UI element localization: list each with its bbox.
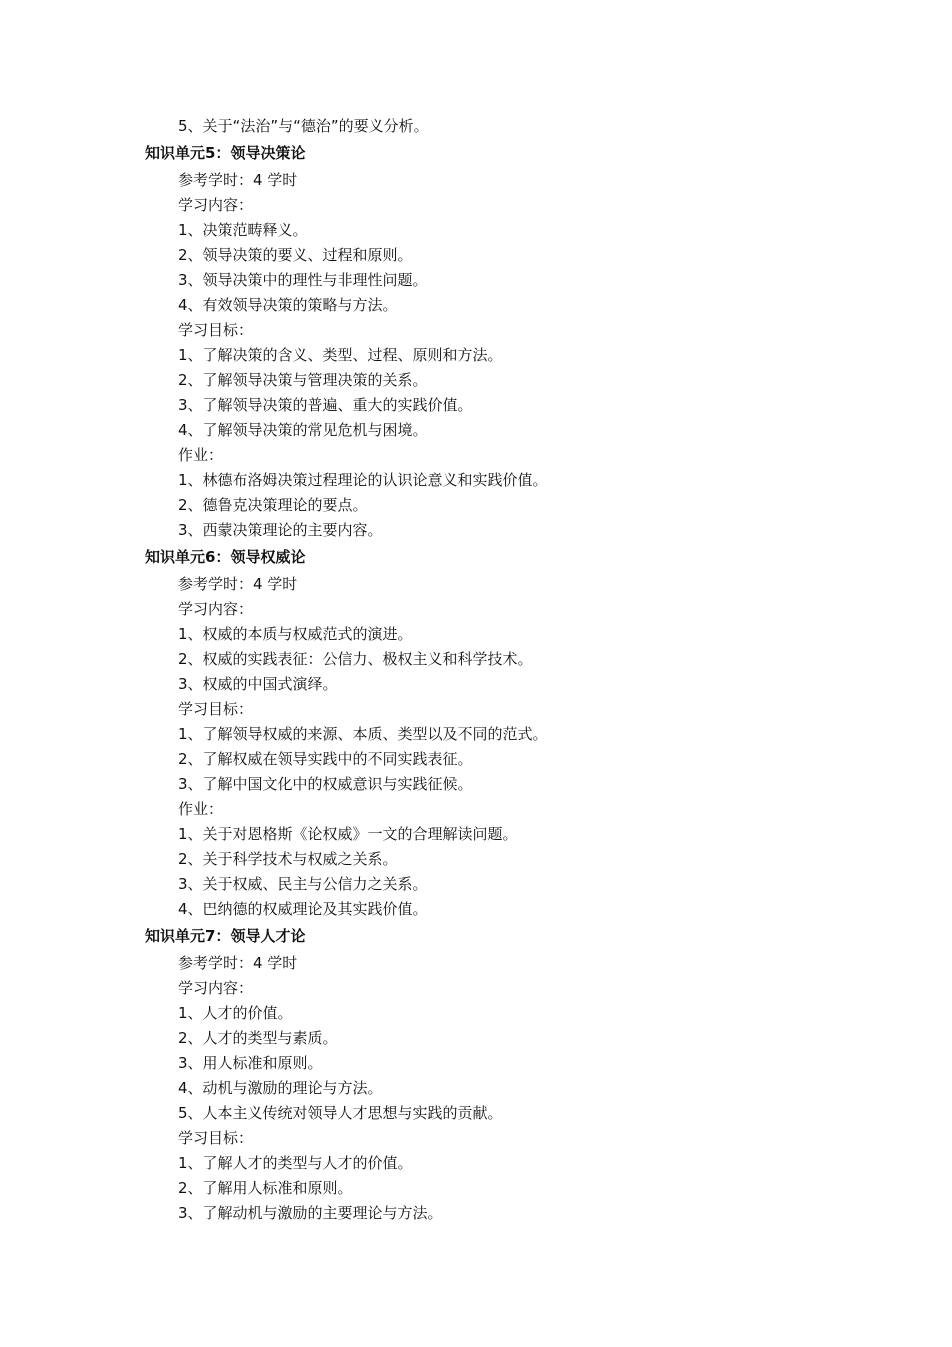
text-line: 4、了解领导决策的常见危机与困境。: [178, 421, 428, 439]
text-line: 3、了解领导决策的普遍、重大的实践价值。: [178, 396, 473, 414]
text-line: 3、领导决策中的理性与非理性问题。: [178, 271, 428, 289]
text-line: 3、西蒙决策理论的主要内容。: [178, 521, 383, 539]
text-line: 学习内容：: [178, 600, 254, 618]
text-line: 4、动机与激励的理论与方法。: [178, 1079, 383, 1097]
text-line: 1、关于对恩格斯《论权威》一文的合理解读问题。: [178, 825, 518, 843]
text-line: 1、决策范畴释义。: [178, 221, 308, 239]
text-line: 1、人才的价值。: [178, 1004, 293, 1022]
text-line: 1、了解领导权威的来源、本质、类型以及不同的范式。: [178, 725, 548, 743]
text-line: 5、关于“法治”与“德治”的要义分析。: [178, 117, 429, 135]
text-line: 1、了解人才的类型与人才的价值。: [178, 1154, 413, 1172]
text-line: 学习内容：: [178, 979, 254, 997]
section-heading: 知识单元6：领导权威论: [145, 548, 306, 566]
text-line: 参考学时：4 学时: [178, 171, 298, 189]
text-line: 2、人才的类型与素质。: [178, 1029, 338, 1047]
text-line: 2、了解权威在领导实践中的不同实践表征。: [178, 750, 473, 768]
text-line: 3、用人标准和原则。: [178, 1054, 323, 1072]
section-heading: 知识单元7：领导人才论: [145, 927, 306, 945]
text-line: 1、林德布洛姆决策过程理论的认识论意义和实践价值。: [178, 471, 548, 489]
text-line: 5、人本主义传统对领导人才思想与实践的贡献。: [178, 1104, 503, 1122]
text-line: 3、了解中国文化中的权威意识与实践征候。: [178, 775, 473, 793]
text-line: 学习目标：: [178, 1129, 254, 1147]
document-body: [0, 114, 952, 1226]
text-line: 参考学时：4 学时: [178, 575, 298, 593]
text-line: 2、权威的实践表征：公信力、极权主义和科学技术。: [178, 650, 533, 668]
text-line: 作业：: [178, 800, 224, 818]
text-line: 学习目标：: [178, 700, 254, 718]
section-heading: 知识单元5：领导决策论: [145, 144, 306, 162]
text-line: 4、有效领导决策的策略与方法。: [178, 296, 398, 314]
text-line: 2、德鲁克决策理论的要点。: [178, 496, 368, 514]
text-line: 2、了解领导决策与管理决策的关系。: [178, 371, 428, 389]
text-line: 1、权威的本质与权威范式的演进。: [178, 625, 413, 643]
text-line: 3、权威的中国式演绎。: [178, 675, 338, 693]
text-line: 2、关于科学技术与权威之关系。: [178, 850, 398, 868]
text-line: 3、了解动机与激励的主要理论与方法。: [178, 1204, 443, 1222]
text-line: 2、了解用人标准和原则。: [178, 1179, 353, 1197]
text-line: 3、关于权威、民主与公信力之关系。: [178, 875, 428, 893]
text-line: 学习内容：: [178, 196, 254, 214]
text-line: 2、领导决策的要义、过程和原则。: [178, 246, 413, 264]
text-line: 参考学时：4 学时: [178, 954, 298, 972]
text-line: 作业：: [178, 446, 224, 464]
text-line: 1、了解决策的含义、类型、过程、原则和方法。: [178, 346, 503, 364]
text-line: 4、巴纳德的权威理论及其实践价值。: [178, 900, 428, 918]
text-line: 学习目标：: [178, 321, 254, 339]
